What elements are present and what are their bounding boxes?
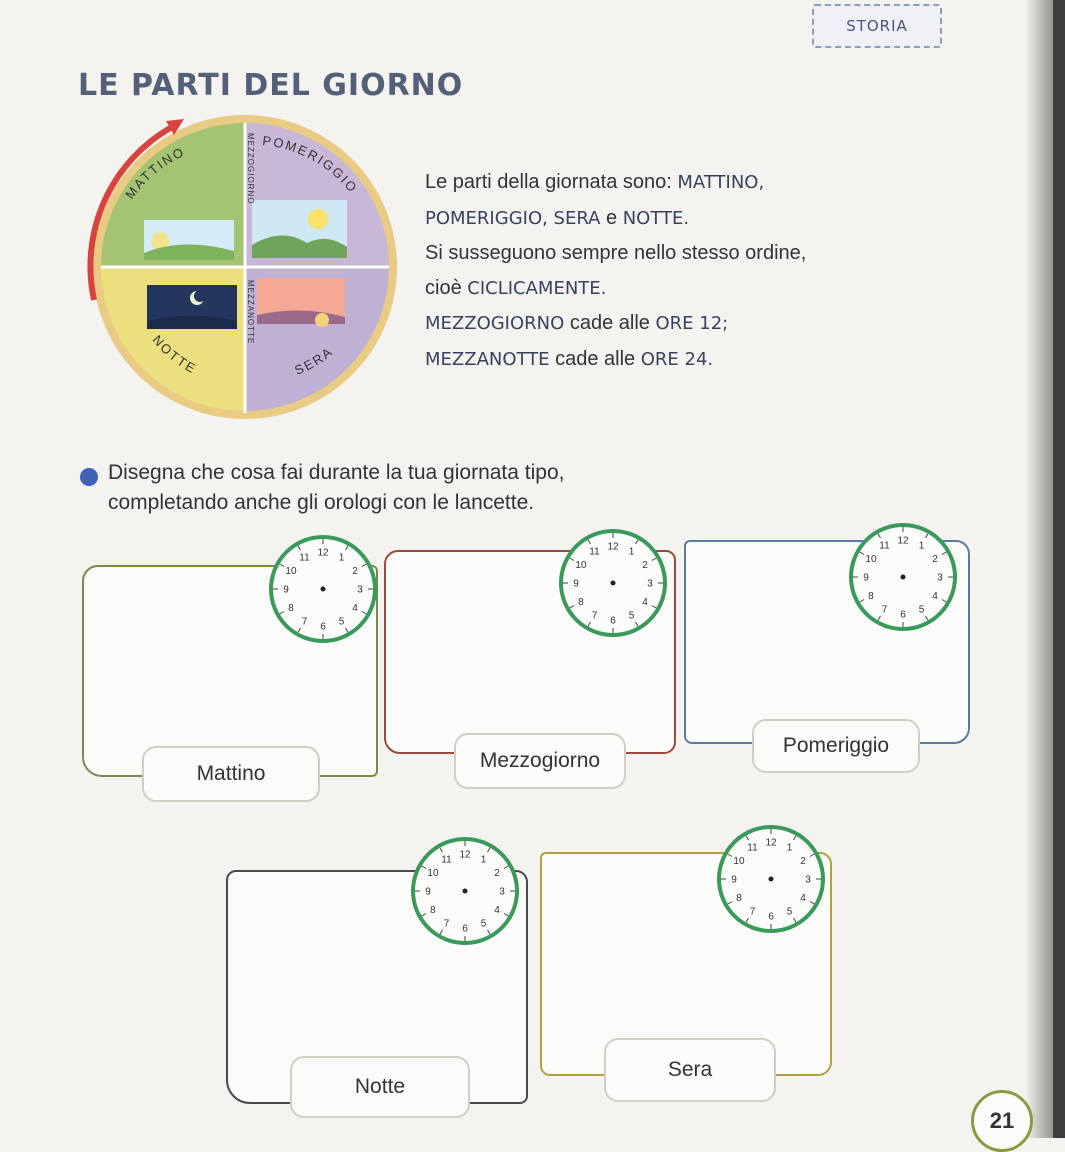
arc-label-mattino: MATTINO (122, 143, 188, 202)
intro-line-2: POMERIGGIO, SERA e NOTTE. (425, 206, 690, 229)
clock-number: 4 (932, 591, 938, 602)
clock-number: 11 (589, 546, 600, 558)
clock-number: 6 (320, 621, 326, 633)
clock-center-dot (611, 581, 616, 586)
clock-number: 7 (749, 906, 756, 918)
clock-number: 9 (863, 572, 869, 584)
clock-number: 10 (733, 856, 745, 867)
clock-number: 1 (786, 842, 793, 854)
instruction-text: Disegna che cosa fai durante la tua giornata tipo, completando anche gli orologi con le lancette. (108, 461, 565, 514)
clock-number: 12 (607, 541, 619, 553)
clock-number: 12 (897, 535, 909, 547)
clock-number: 12 (317, 547, 329, 559)
clock-pomeriggio[interactable] (838, 512, 968, 642)
label-mezzogiorno-box: Mezzogiorno (454, 733, 626, 789)
clock-number: 6 (610, 615, 616, 627)
clock-number: 1 (480, 854, 487, 866)
clock-number: 12 (459, 849, 471, 861)
intro-line-1: Le parti della giornata sono: MATTINO, (425, 171, 765, 193)
clock-number: 11 (299, 552, 310, 564)
page-title: LE PARTI DEL GIORNO (78, 68, 464, 103)
instruction-bullet (80, 468, 98, 486)
clock-number: 5 (480, 918, 487, 930)
page-edge (1053, 0, 1065, 1138)
clock-number: 3 (937, 572, 943, 584)
arc-label-pomeriggio: POMERIGGIO (261, 132, 362, 197)
clock-number: 9 (283, 584, 289, 596)
clock-number: 2 (352, 566, 358, 577)
label-sera: Sera (604, 1038, 776, 1102)
clock-number: 1 (628, 546, 635, 558)
label-notte: Notte (290, 1056, 470, 1118)
clock-center-dot (769, 877, 774, 882)
page-number: 21 (971, 1090, 1033, 1152)
clock-number: 8 (578, 597, 584, 608)
clock-number: 11 (747, 842, 758, 854)
clock-number: 7 (881, 604, 888, 616)
label-mezzogiorno: MEZZOGIORNO (246, 133, 255, 205)
clock-number: 2 (800, 856, 806, 867)
clock-number: 6 (900, 609, 906, 621)
clock-number: 7 (301, 616, 308, 628)
clock-sera[interactable] (706, 814, 836, 944)
clock-number: 10 (285, 566, 297, 577)
clock-center-dot (463, 889, 468, 894)
clock-number: 4 (800, 893, 806, 904)
clock-number: 3 (499, 886, 505, 898)
clock-notte[interactable] (400, 826, 530, 956)
label-mezzanotte: MEZZANOTTE (246, 280, 255, 345)
intro-line-3: Si susseguono sempre nello stesso ordine, (425, 242, 807, 264)
clock-number: 5 (918, 604, 925, 616)
clock-number: 11 (879, 540, 890, 552)
clock-number: 6 (462, 923, 468, 935)
clock-number: 1 (338, 552, 345, 564)
clock-number: 2 (494, 868, 500, 879)
clock-number: 10 (865, 554, 877, 565)
clock-number: 6 (768, 911, 774, 923)
clock-number: 7 (443, 918, 450, 930)
intro-line-5: MEZZOGIORNO cade alle ORE 12; (425, 312, 729, 334)
clock-number: 9 (573, 578, 579, 590)
clock-number: 12 (765, 837, 777, 849)
clock-number: 11 (441, 854, 452, 866)
clock-mezzogiorno[interactable] (548, 518, 678, 648)
clock-number: 5 (786, 906, 793, 918)
clock-number: 8 (868, 591, 874, 602)
subject-stamp: STORIA (812, 4, 942, 48)
clock-number: 4 (494, 905, 500, 916)
clock-number: 8 (430, 905, 436, 916)
intro-text (425, 165, 895, 377)
day-parts-wheel (72, 115, 422, 435)
clock-number: 1 (918, 540, 925, 552)
clock-mattino[interactable] (258, 524, 388, 654)
intro-line-4: cioè CICLICAMENTE. (425, 276, 607, 299)
clock-number: 7 (591, 610, 598, 622)
clock-center-dot (321, 587, 326, 592)
label-pomeriggio: Pomeriggio (752, 719, 920, 773)
label-mattino: Mattino (142, 746, 320, 802)
clock-number: 8 (288, 603, 294, 614)
clock-number: 2 (932, 554, 938, 565)
clock-number: 9 (425, 886, 431, 898)
clock-center-dot (901, 575, 906, 580)
clock-number: 4 (642, 597, 648, 608)
clock-number: 8 (736, 893, 742, 904)
clock-number: 3 (647, 578, 653, 590)
intro-line-6: MEZZANOTTE cade alle ORE 24. (425, 347, 714, 370)
arc-label-sera: SERA (292, 343, 337, 378)
clock-number: 5 (338, 616, 345, 628)
clock-number: 10 (575, 560, 587, 571)
clock-number: 10 (427, 868, 439, 879)
clock-number: 5 (628, 610, 635, 622)
clock-number: 9 (731, 874, 737, 886)
clock-number: 3 (357, 584, 363, 596)
arc-label-notte: NOTTE (149, 332, 200, 377)
clock-number: 4 (352, 603, 358, 614)
clock-number: 3 (805, 874, 811, 886)
clock-number: 2 (642, 560, 648, 571)
